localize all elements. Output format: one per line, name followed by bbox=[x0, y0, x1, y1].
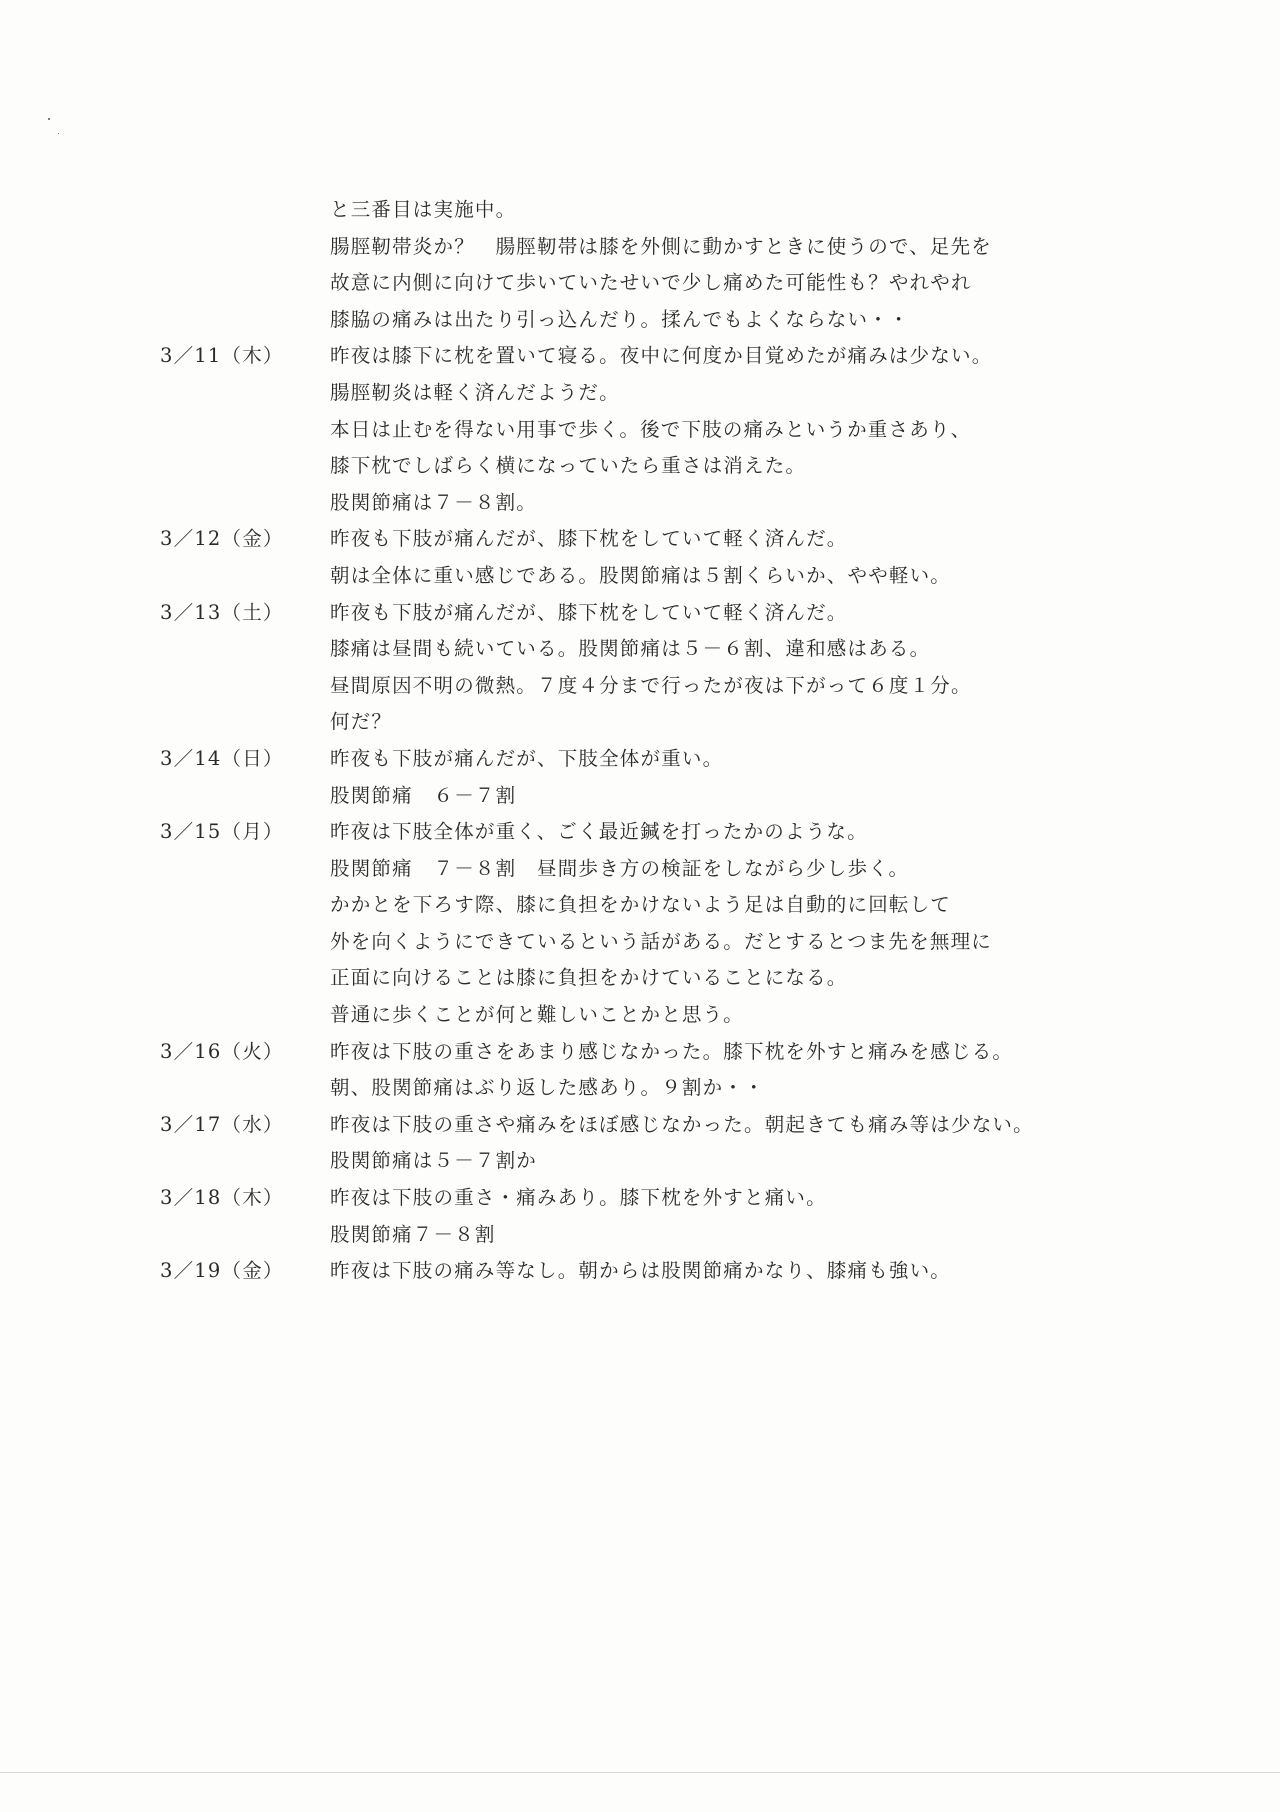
journal-line: 昨夜も下肢が痛んだが、膝下枕をしていて軽く済んだ。 bbox=[330, 600, 848, 624]
journal-entry bbox=[0, 814, 1280, 1034]
entry-date: 3／11（木） bbox=[160, 344, 284, 368]
entry-date: 3／14（日） bbox=[160, 746, 284, 770]
journal-line: 股関節痛は７－８割。 bbox=[330, 490, 538, 514]
journal-line: 普通に歩くことが何と難しいことかと思う。 bbox=[330, 1003, 745, 1027]
continuation-block bbox=[0, 192, 1280, 338]
entry-date: 3／16（火） bbox=[160, 1039, 284, 1063]
journal-line: 腸脛靭炎は軽く済んだようだ。 bbox=[330, 380, 620, 404]
journal-line: 朝、股関節痛はぶり返した感あり。９割か・・ bbox=[330, 1076, 765, 1100]
scan-speck bbox=[58, 133, 59, 134]
journal-line: 朝は全体に重い感じである。股関節痛は５割くらいか、やや軽い。 bbox=[330, 563, 952, 587]
journal-line: 股関節痛７－８割 bbox=[330, 1222, 496, 1246]
journal-line: 昨夜は下肢の重さや痛みをほぼ感じなかった。朝起きても痛み等は少ない。 bbox=[330, 1112, 1034, 1136]
journal-line: 昨夜は膝下に枕を置いて寝る。夜中に何度か目覚めたが痛みは少ない。 bbox=[330, 344, 993, 368]
journal-entry bbox=[0, 1253, 1280, 1290]
entry-date: 3／19（金） bbox=[160, 1259, 284, 1283]
journal-line: 膝下枕でしばらく横になっていたら重さは消えた。 bbox=[330, 454, 807, 478]
entry-date: 3／15（月） bbox=[160, 820, 284, 844]
entry-date: 3／12（金） bbox=[160, 527, 284, 551]
journal-entry bbox=[0, 521, 1280, 594]
journal-entry bbox=[0, 1107, 1280, 1180]
journal-line: と三番目は実施中。 bbox=[330, 198, 517, 221]
journal-line: 昨夜は下肢の重さをあまり感じなかった。膝下枕を外すと痛みを感じる。 bbox=[330, 1039, 1014, 1063]
entry-date: 3／13（土） bbox=[160, 600, 284, 624]
journal-line: 何だ？ bbox=[330, 710, 393, 734]
journal-line: 昨夜も下肢が痛んだが、膝下枕をしていて軽く済んだ。 bbox=[330, 527, 848, 551]
journal-line: 昨夜は下肢の重さ・痛みあり。膝下枕を外すと痛い。 bbox=[330, 1186, 827, 1210]
page-bottom-edge bbox=[0, 1772, 1280, 1773]
entry-date: 3／18（木） bbox=[160, 1186, 284, 1210]
journal-line: 腸脛靭帯炎か？ 腸脛靭帯は膝を外側に動かすときに使うので、足先を bbox=[330, 234, 993, 258]
journal-line: 股関節痛 ７－８割 昼間歩き方の検証をしながら少し歩く。 bbox=[330, 856, 910, 880]
journal-line: 膝痛は昼間も続いている。股関節痛は５－６割、違和感はある。 bbox=[330, 637, 931, 661]
journal-line: 正面に向けることは膝に負担をかけていることになる。 bbox=[330, 966, 848, 990]
journal-line: かかとを下ろす際、膝に負担をかけないよう足は自動的に回転して bbox=[330, 893, 952, 917]
scan-speck bbox=[48, 118, 50, 120]
journal-line: 昨夜は下肢の痛み等なし。朝からは股関節痛かなり、膝痛も強い。 bbox=[330, 1259, 952, 1283]
journal-body bbox=[0, 192, 1280, 1290]
journal-entry bbox=[0, 741, 1280, 814]
journal-entry bbox=[0, 1034, 1280, 1107]
entry-date: 3／17（水） bbox=[160, 1112, 284, 1136]
journal-line: 股関節痛 ６－７割 bbox=[330, 783, 517, 807]
journal-line: 昨夜は下肢全体が重く、ごく最近鍼を打ったかのような。 bbox=[330, 820, 868, 844]
journal-entry bbox=[0, 1180, 1280, 1253]
journal-entry bbox=[0, 595, 1280, 741]
journal-line: 本日は止むを得ない用事で歩く。後で下肢の痛みというか重さあり、 bbox=[330, 417, 972, 441]
journal-line: 股関節痛は５－７割か bbox=[330, 1149, 538, 1173]
journal-line: 膝脇の痛みは出たり引っ込んだり。揉んでもよくならない・・ bbox=[330, 307, 910, 331]
journal-line: 外を向くようにできているという話がある。だとするとつま先を無理に bbox=[330, 929, 993, 953]
journal-line: 昨夜も下肢が痛んだが、下肢全体が重い。 bbox=[330, 746, 724, 770]
journal-line: 故意に内側に向けて歩いていたせいで少し痛めた可能性も？やれやれ bbox=[330, 271, 972, 295]
journal-entry bbox=[0, 338, 1280, 521]
journal-line: 昼間原因不明の微熱。７度４分まで行ったが夜は下がって６度１分。 bbox=[330, 673, 972, 697]
